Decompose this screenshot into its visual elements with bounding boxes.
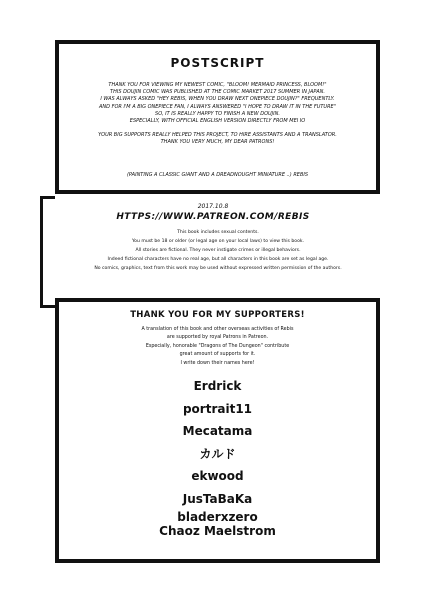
postscript-line: THANK YOU FOR VIEWING MY NEWEST COMIC, "BLOOM! MERMAID PRINCESS, BLOOM!": [108, 82, 327, 88]
supporter-name: portrait11: [182, 401, 253, 416]
supporter-name: ekwood: [191, 469, 244, 483]
supporters-intro: [59, 326, 376, 368]
postscript-line: THIS DOUJIN COMIC WAS PUBLISHED AT THE COMIC MARKET 2017 SUMMER IN JAPAN.: [110, 89, 325, 96]
spacer: [67, 125, 368, 132]
supporter-name: Erdrick: [193, 379, 242, 393]
postscript-line: AND FOR I'M A BIG ONEPIECE FAN, I ALWAYS ANSWERED "I HOPE TO DRAW IT IN THE FUTURE": [98, 103, 337, 110]
supporter-names: [59, 375, 376, 538]
publication-date: 2017.10.8: [197, 203, 229, 210]
postscript-body: [67, 82, 368, 147]
supporter-name: bladerxzero: [177, 510, 258, 524]
intro-line: are supported by royal Patrons in Patreon.: [166, 335, 269, 341]
notice-line: You must be 18 or older (or legal age on your local laws) to view this book.: [131, 239, 305, 244]
intro-line: great amount of supports for it.: [179, 352, 256, 358]
postscript-signoff: (PAINTING A CLASSIC GIANT AND A DREADNOUGHT MINIATURE ..) REBIS: [126, 172, 309, 178]
notice-line: Indeed fictional characters have no real age, but all characters in this book are set as legal age.: [107, 257, 329, 262]
intro-line: I write down their names here!: [180, 360, 255, 366]
supporter-name: JusTaBaKa: [182, 491, 253, 506]
intro-line: Especially, honorable "Dragons of The Dungeon" contribute: [145, 343, 290, 349]
postscript-line: ESPECIALLY, WITH OFFICIAL ENGLISH VERSION DIRECTLY FROM MEI IO: [129, 118, 306, 125]
patreon-link[interactable]: HTTPS://WWW.PATREON.COM/REBIS: [116, 212, 310, 222]
postscript-title: POSTSCRIPT: [170, 56, 265, 70]
intro-line: A translation of this book and other overseas activities of Rebis: [141, 327, 294, 332]
notice-line: This book includes sexual contents.: [177, 230, 259, 235]
legal-notices: [60, 228, 376, 273]
postscript-line: YOUR BIG SUPPORTS REALLY HELPED THIS PROJECT, TO HIRE ASSISTANTS AND A TRANSLATOR.: [98, 132, 337, 139]
notice-line: All stories are fictional. They never instigate crimes or illegal behaviors.: [135, 248, 301, 253]
supporter-name: Chaoz Maelstrom: [159, 524, 276, 538]
supporters-box: [55, 298, 380, 563]
postscript-line: SO, IT IS REALLY HAPPY TO FINISH A NEW DOUJIN.: [155, 110, 280, 117]
supporter-name: Mecatama: [182, 424, 253, 438]
supporters-title: THANK YOU FOR MY SUPPORTERS!: [130, 310, 305, 320]
postscript-line: THANK YOU VERY MUCH, MY DEAR PATRONS!: [160, 139, 275, 146]
notice-line: No comics, graphics, text from this work may be used without expressed written permission of the authors.: [94, 266, 342, 271]
postscript-line: I WAS ALWAYS ASKED "HEY REBIS, WHEN YOU DRAW NEXT ONEPIECE DOUJIN?" FREQUENTLY.: [100, 96, 335, 103]
supporter-name: カルド: [199, 446, 236, 461]
postscript-box: [55, 40, 380, 194]
